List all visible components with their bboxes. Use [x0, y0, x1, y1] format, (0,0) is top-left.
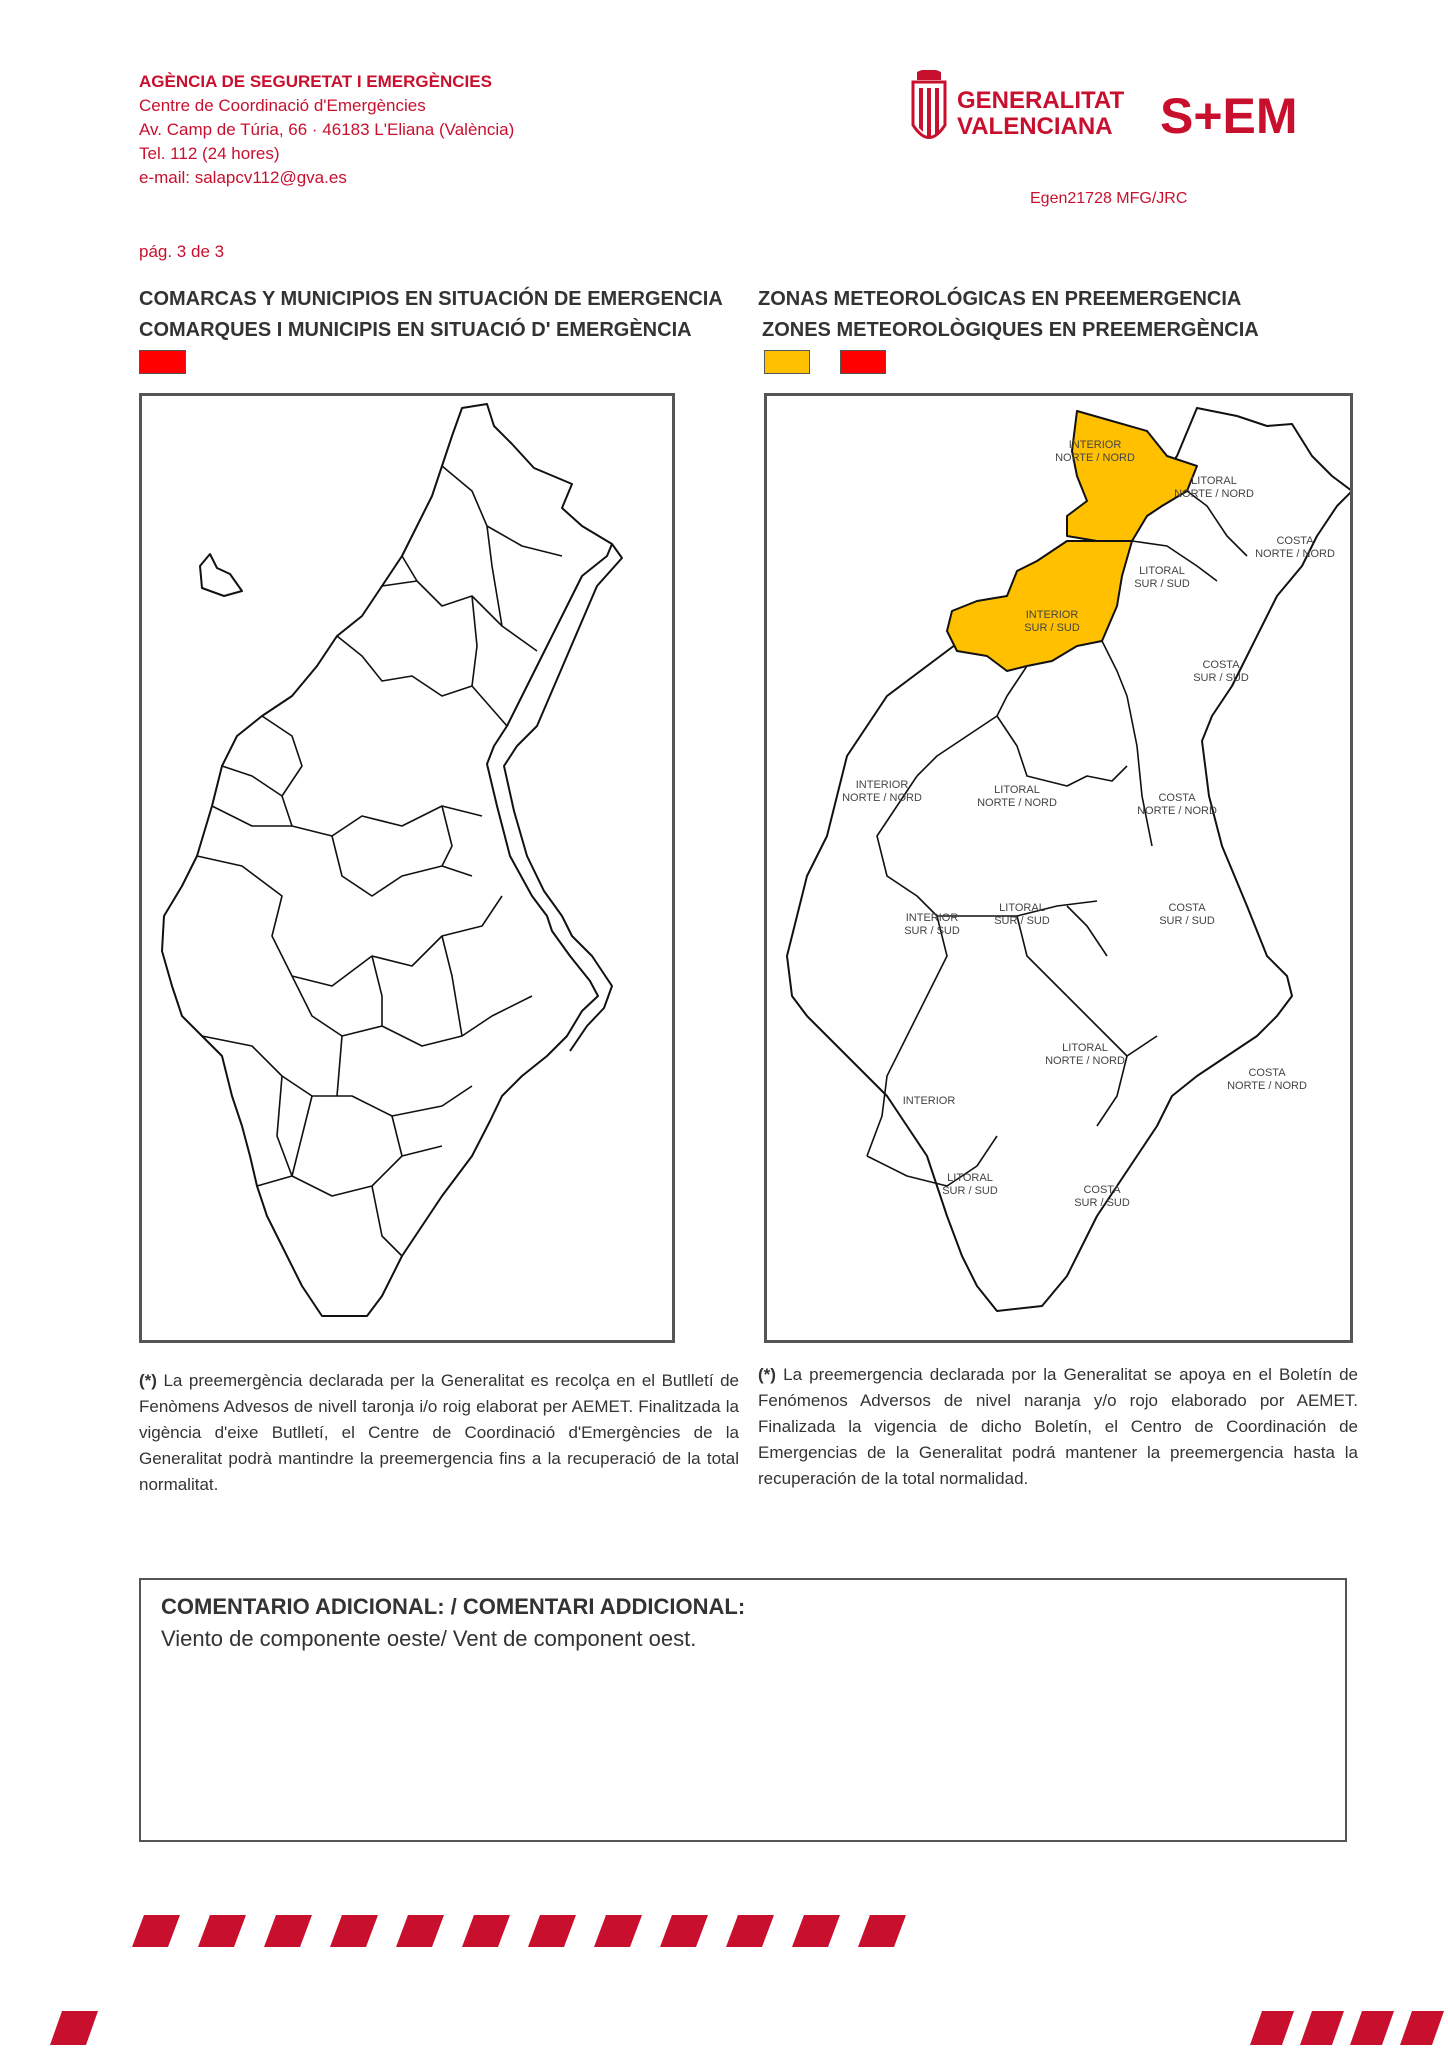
zone-label: NORTE / NORD — [1137, 805, 1217, 817]
zone-label: INTERIOR — [1025, 609, 1079, 621]
zone-label: LITORAL — [994, 784, 1040, 796]
meteo-zones-map-svg — [767, 396, 1350, 1340]
left-section-title — [139, 284, 723, 346]
agency-name: AGÈNCIA DE SEGURETAT I EMERGÈNCIES — [139, 72, 492, 91]
phone: Tel. 112 (24 hores) — [139, 144, 280, 163]
zone-label: NORTE / NORD — [842, 792, 922, 804]
stripe — [858, 1915, 906, 1947]
preemergency-red-swatch — [840, 350, 886, 374]
zone-label: SUR / SUD — [1159, 915, 1215, 927]
zone-label: NORTE / NORD — [977, 797, 1057, 809]
zone-label: SUR / SUD — [1074, 1197, 1130, 1209]
stripe — [198, 1915, 246, 1947]
zone-label: COSTA — [1168, 902, 1206, 914]
zone-label: NORTE / NORD — [1055, 452, 1135, 464]
zone-label: COSTA — [1158, 792, 1196, 804]
stripe — [726, 1915, 774, 1947]
stripe — [330, 1915, 378, 1947]
stripe — [1300, 2011, 1344, 2045]
stripe — [132, 1915, 180, 1947]
logo-line-1: GENERALITAT — [957, 87, 1125, 114]
zone-label: INTERIOR — [902, 1095, 956, 1107]
zone-label: NORTE / NORD — [1174, 488, 1254, 500]
zone-label: COSTA — [1248, 1067, 1286, 1079]
zone-label: INTERIOR — [1068, 439, 1122, 451]
zone-label: COSTA — [1202, 659, 1240, 671]
emergency-red-swatch — [139, 350, 186, 374]
zone-label: NORTE / NORD — [1045, 1055, 1125, 1067]
sem-logo-text: S+EM — [1160, 88, 1298, 144]
stripe — [50, 2011, 98, 2045]
address: Av. Camp de Túria, 66 · 46183 L'Eliana (València) — [139, 120, 515, 139]
stripe — [1250, 2011, 1294, 2045]
note-text: La preemergència declarada per la Generalitat es recolça en el Butlletí de Fenòmens Advesos de nivell taronja i/o roig elaborat per AEMET. Finalitzada la vigència d'eixe Butlletí, el Centre de Coordinació d'Emergències de la Generalitat podrà mantindre la preemergencia fins a la recuperació de la total normalitat. — [139, 1371, 739, 1494]
zone-label: COSTA — [1276, 535, 1314, 547]
stripe — [660, 1915, 708, 1947]
email[interactable]: e-mail: salapcv112@gva.es — [139, 168, 347, 187]
document-reference: Egen21728 MFG/JRC — [1030, 190, 1188, 207]
comarcas-map-svg — [142, 396, 672, 1340]
footer-stripes — [0, 1915, 1448, 2048]
note-mark: (*) — [758, 1365, 776, 1384]
zone-label: LITORAL — [999, 902, 1045, 914]
generalitat-logo — [905, 70, 1135, 160]
zone-label: LITORAL — [947, 1172, 993, 1184]
additional-comment-box — [139, 1578, 1347, 1842]
zone-label: NORTE / NORD — [1255, 548, 1335, 560]
note-valencian — [139, 1368, 739, 1498]
agency-header — [139, 70, 514, 190]
note-spanish — [758, 1362, 1358, 1492]
stripe — [792, 1915, 840, 1947]
zone-label: SUR / SUD — [994, 915, 1050, 927]
zone-label: SUR / SUD — [942, 1185, 998, 1197]
zone-label: INTERIOR — [855, 779, 909, 791]
stripe — [396, 1915, 444, 1947]
zone-label: NORTE / NORD — [1227, 1080, 1307, 1092]
left-title-va: COMARQUES I MUNICIPIS EN SITUACIÓ D' EMERGÈNCIA — [139, 319, 692, 341]
stripe — [462, 1915, 510, 1947]
stripe — [594, 1915, 642, 1947]
stripe — [1350, 2011, 1394, 2045]
center-name: Centre de Coordinació d'Emergències — [139, 96, 426, 115]
left-title-es: COMARCAS Y MUNICIPIOS EN SITUACIÓN DE EMERGENCIA — [139, 288, 723, 310]
comment-title: COMENTARIO ADICIONAL: / COMENTARI ADDICIONAL: — [161, 1594, 746, 1619]
zone-label: SUR / SUD — [1193, 672, 1249, 684]
region-outline — [162, 404, 612, 1316]
sem-logo — [1160, 85, 1310, 145]
comarcas-map — [139, 393, 675, 1343]
zone-label: INTERIOR — [905, 912, 959, 924]
zone-label: LITORAL — [1191, 475, 1237, 487]
page-number: pág. 3 de 3 — [139, 242, 225, 261]
zone-label: LITORAL — [1139, 565, 1185, 577]
right-section-title — [758, 284, 1259, 346]
note-mark: (*) — [139, 1371, 157, 1390]
note-text: La preemergencia declarada por la Generalitat se apoya en el Boletín de Fenómenos Adversos de nivel naranja y/o rojo elaborado por AEMET. Finalizada la vigencia de dicho Boletín, el Centro de Coordinación de Emergencias de la Generalitat podrá mantener la preemergencia hasta la recuperación de la total normalidad. — [758, 1365, 1358, 1488]
zone-label: SUR / SUD — [1024, 622, 1080, 634]
stripe — [264, 1915, 312, 1947]
preemergency-orange-swatch — [764, 350, 810, 374]
coat-of-arms-icon — [913, 70, 945, 138]
stripe — [1400, 2011, 1444, 2045]
zone-label: COSTA — [1083, 1184, 1121, 1196]
zone-label: LITORAL — [1062, 1042, 1108, 1054]
meteo-zones-map — [764, 393, 1353, 1343]
island-inland — [200, 554, 242, 596]
stripe — [528, 1915, 576, 1947]
comment-text: Viento de componente oeste/ Vent de component oest. — [161, 1626, 697, 1651]
logo-line-2: VALENCIANA — [957, 113, 1113, 140]
right-title-es: ZONAS METEOROLÓGICAS EN PREEMERGENCIA — [758, 288, 1242, 310]
right-title-va: ZONES METEOROLÒGIQUES EN PREEMERGÈNCIA — [762, 319, 1259, 341]
zone-label: SUR / SUD — [1134, 578, 1190, 590]
zone-label: SUR / SUD — [904, 925, 960, 937]
